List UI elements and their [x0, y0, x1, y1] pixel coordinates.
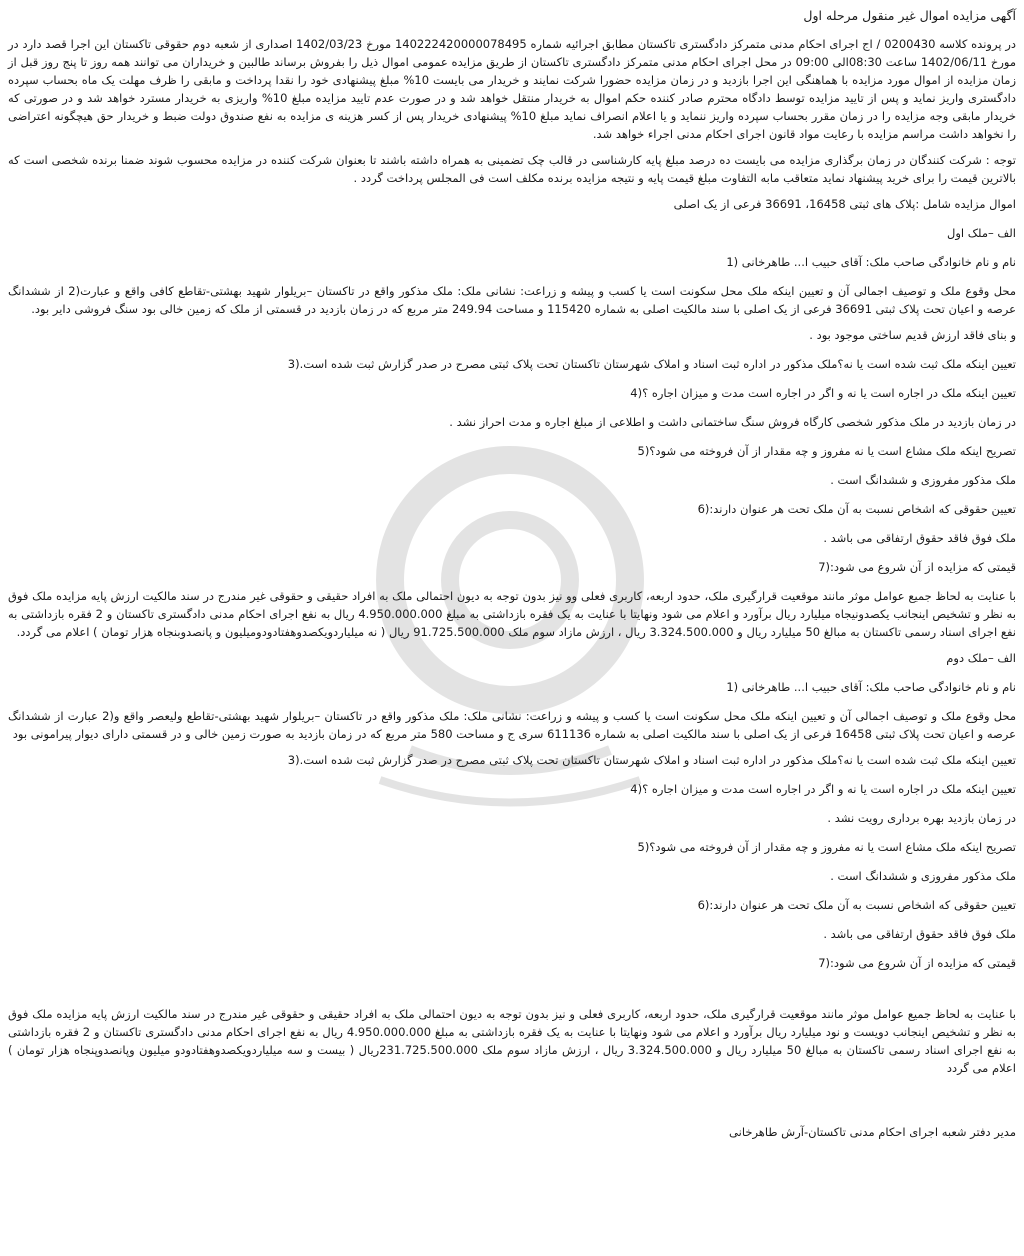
- notice-title: آگهی مزایده اموال غیر منقول مرحله اول: [803, 8, 1016, 23]
- property-1-location: محل وقوع ملک و توصیف اجمالی آن و تعیین اینکه ملک محل سکونت است یا کسب و پیشه و زراعت: نشانی ملک: ملک مذکور واقع در تاکستان –بریلوار شهید بهشتی-تقاطع کافی واقع و عبارت(2 از ششدانگ عرصه و اعیان تحت پلاک ثبتی 36691 فرعی از یک اصلی با سند مالکیت اصلی به شماره 115420 و مساحت 249.94 متر مربع که در زمان بازدید در قسمتی از ملک که زمین خالی بود سنگ فروشی دایر بود.: [8, 284, 1016, 316]
- property-2-location: محل وقوع ملک و توصیف اجمالی آن و تعیین اینکه ملک محل سکونت است یا کسب و پیشه و زراعت: نشانی ملک: ملک مذکور واقع در تاکستان –بریلوار شهید بهشتی-تقاطع ولیعصر واقع و(2 عبارت از ششدانگ عرصه و اعیان تحت پلاک ثبتی 16458 فرعی از یک اصلی با سند مالکیت اصلی به شماره 611136 سری ج و مساحت 580 متر مربع که در زمان بازدید به صورت زمین خالی و در قسمتی دارای دیوار پیرامونی بود: [8, 709, 1016, 741]
- property-1-registered: تعیین اینکه ملک ثبت شده است یا نه؟ملک مذکور در اداره ثبت اسناد و املاک شهرستان تاکستان تحت پلاک ثبتی مصرح در صدر گزارش ثبت شده است.(3: [287, 357, 1016, 371]
- property-1-rights-question: تعیین حقوقی که اشخاص نسبت به آن ملک تحت هر عنوان دارند:(6: [697, 502, 1016, 516]
- property-1-lease-answer: در زمان بازدید در ملک مذکور شخصی کارگاه فروش سنگ ساختمانی داشت و اطلاعی از مبلغ اجاره و مدت احراز نشد .: [449, 415, 1016, 429]
- property-2-shared-answer: ملک مذکور مفروزی و ششدانگ است .: [830, 869, 1016, 883]
- property-1-heading: الف –ملک اول: [946, 226, 1016, 240]
- property-2-lease-answer: در زمان بازدید بهره برداری رویت نشد .: [827, 811, 1016, 825]
- property-1-shared-answer: ملک مذکور مفروزی و ششدانگ است .: [830, 473, 1016, 487]
- note-paragraph: توجه : شرکت کنندگان در زمان برگذاری مزایده می بایست ده درصد مبلغ پایه کارشناسی در قالب چک تضمینی به همراه داشته باشند تا بعنوان شرکت کننده در مزایده محسوب شوند ضمنا برنده شخصی است که بالاترین قیمت را برای خرید پیشنهاد نماید متعاقب مابه التفاوت مبلغ قیمت پایه و نتیجه مزایده برنده مکلف است فی المجلس پرداخت گردد .: [8, 153, 1016, 185]
- property-1-rights-answer: ملک فوق فاقد حقوق ارتفاقی می باشد .: [823, 531, 1016, 545]
- property-1-price-answer: با عنایت به لحاظ جمیع عوامل موثر مانند موقعیت قرارگیری ملک، حدود اربعه، کاربری فعلی وو نیز بدون توجه به دیون احتمالی ملک به افراد حقیقی و حقوقی غیر مندرج در سند مالکیت ارزش پایه مزایده ملک فوق به نظر و تشخیص اینجانب یکصدونیجاه میلیارد ریال برآورد و اعلام می شود ونهایتا با عنایت به یک فقره بازداشتی به مبلغ 4.950.000.000 ریال به نفع اجرای احکام مدنی دادگستری تاکستان و 2 فقره بازداشتی به نفع اجرای اسناد رسمی تاکستان به مبالغ 50 میلیارد ریال و 3.324.500.000 ریال ، ارزش مازاد سوم ملک 91.725.500.000 ریال ( نه میلیاردویکصدوهفتادودومیلیون و پانصدوبنجاه هزار تومان ) اعلام می گردد.: [8, 589, 1016, 639]
- property-1-shared-question: تصریح اینکه ملک مشاع است یا نه مفروز و چه مقدار از آن فروخته می شود؟(5: [637, 444, 1016, 458]
- assets-line: اموال مزایده شامل :پلاک های ثبتی 16458، 36691 فرعی از یک اصلی: [673, 197, 1016, 211]
- property-2-registered: تعیین اینکه ملک ثبت شده است یا نه؟ملک مذکور در اداره ثبت اسناد و املاک شهرستان تاکستان تحت پلاک ثبتی مصرح در صدر گزارش ثبت شده است.(3: [287, 753, 1016, 767]
- property-2-price-answer: با عنایت به لحاظ جمیع عوامل موثر مانند موقعیت قرارگیری ملک، حدود اربعه، کاربری فعلی و نیز بدون توجه به دیون احتمالی ملک به افراد حقیقی و حقوقی غیر مندرج در سند مالکیت ارزش پایه مزایده ملک فوق به نظر و تشخیص اینجانب دویست و نود میلیارد ریال برآورد و اعلام می شود ونهایتا با عنایت به یک فقره بازداشتی به مبلغ 4.950.000.000 ریال به نفع اجرای احکام مدنی دادگستری تاکستان و 2 فقره بازداشتی به نفع اجرای اسناد رسمی تاکستان به مبالغ 50 میلیارد ریال و 3.324.500.000 ریال ، ارزش مازاد سوم ملک 231.725.500.000ریال ( بیست و سه میلیاردویکصدوهفتادودو میلیون وپانصدوپنجاه هزار تومان ) اعلام می گردد: [8, 1007, 1016, 1075]
- property-1-price-question: قیمتی که مزایده از آن شروع می شود:(7: [818, 560, 1016, 574]
- property-2-shared-question: تصریح اینکه ملک مشاع است یا نه مفروز و چه مقدار از آن فروخته می شود؟(5: [637, 840, 1016, 854]
- property-2-price-question: قیمتی که مزایده از آن شروع می شود:(7: [818, 956, 1016, 970]
- property-2-heading: الف –ملک دوم: [946, 651, 1016, 665]
- spacer: [8, 983, 1016, 1005]
- intro-paragraph: در پرونده کلاسه 0200430 / اج اجرای احکام مدنی متمرکز دادگستری تاکستان مطابق اجرائیه شماره 140222420000078495 مورخ 1402/03/23 اصداری از شعبه دوم حقوقی تاکستان این اجرا قصد دارد در مورخ 1402/06/11 ساعت 08:30الی 09:00 در محل اجرای احکام مدنی متمرکز دادگستری تاکستان از طریق مزایده عمومی اموال ذیل را بفروش برساند طالبین و خریداران می توانند همه روز تا پنج روز قبل از زمان مزایده از اموال مورد مزایده با هماهنگی این اجرا بازدید و در زمان مزایده حضورا شرکت نمایند و خریدار می بایست 10% مبلغ پیشنهادی خود را نقدا پرداخت و مابقی را ظرف مهلت یک ماه بحساب سپرده دادگستری واریز نماید و پس از تایید مزایده توسط دادگاه محترم صادر کننده حکم اموال به خریدار منتقل خواهد شد و در صورت عدم تایید مزایده مبلغ 10% واریزی به خریدار مسترد خواهد شد و در صورتی که خریدار مابقی وجه مزایده را در زمان مقرر بحساب سپرده واریز ننماید و یا اعلام انصراف نماید مبلغ 10% پیشنهادی خریدار پس از کسر هزینه ی مزایده به نفع صندوق دولت ضبط و خریدار حق هیچگونه اعتراضی را نخواهد داشت مراسم مزایده با رعایت مواد قانون اجرای احکام مدنی اجراء خواهد شد.: [8, 37, 1017, 141]
- property-2-rights-question: تعیین حقوقی که اشخاص نسبت به آن ملک تحت هر عنوان دارند:(6: [697, 898, 1016, 912]
- signature-title: مدیر دفتر شعبه اجرای احکام مدنی تاکستان-آرش طاهرخانی: [729, 1125, 1016, 1139]
- property-2-rights-answer: ملک فوق فاقد حقوق ارتفاقی می باشد .: [823, 927, 1016, 941]
- property-1-lease-question: تعیین اینکه ملک در اجاره است یا نه و اگر در اجاره است مدت و میزان اجاره ؟(4: [630, 386, 1016, 400]
- property-1-building: و بنای فاقد ارزش قدیم ساختی موجود بود .: [809, 328, 1016, 342]
- spacer: [8, 1085, 1016, 1107]
- property-1-owner: نام و نام خانوادگی صاحب ملک: آقای حبیب ا... طاهرخانی (1: [726, 255, 1016, 269]
- property-2-lease-question: تعیین اینکه ملک در اجاره است یا نه و اگر در اجاره است مدت و میزان اجاره ؟(4: [630, 782, 1016, 796]
- property-2-owner: نام و نام خانوادگی صاحب ملک: آقای حبیب ا... طاهرخانی (1: [726, 680, 1016, 694]
